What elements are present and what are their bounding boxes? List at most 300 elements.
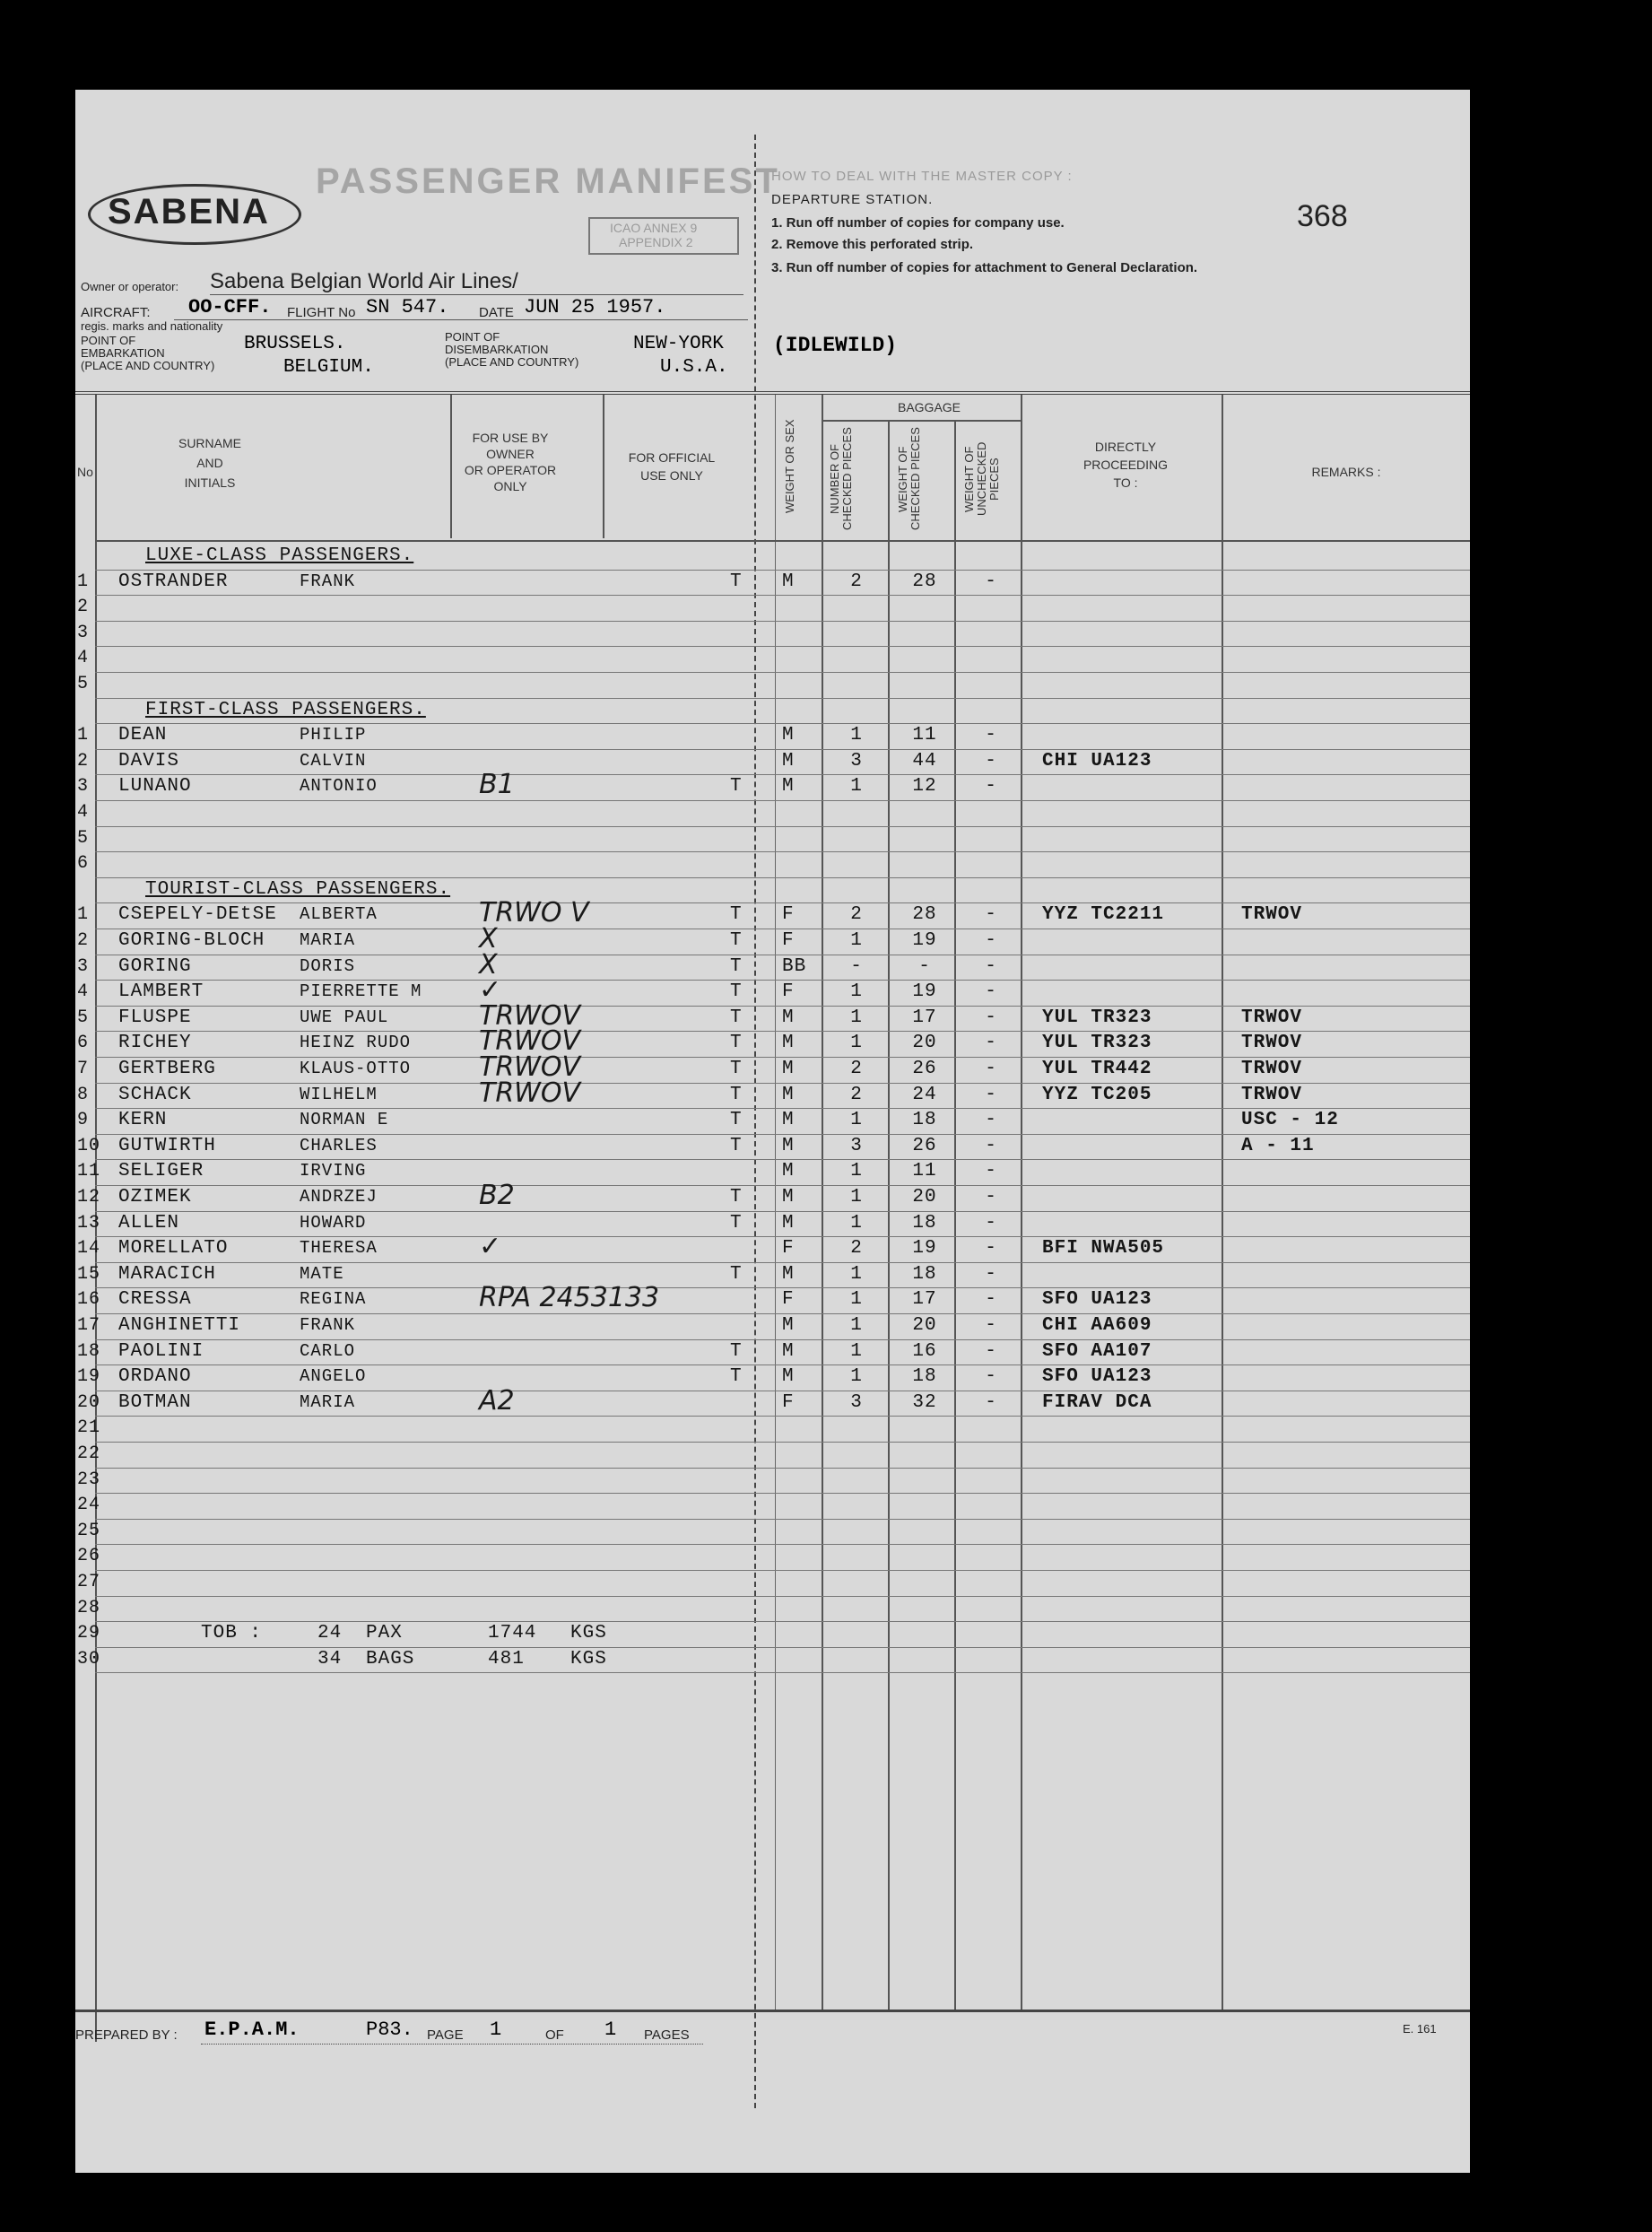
disembark-label-1: POINT OF — [445, 330, 500, 344]
section-heading: FIRST-CLASS PASSENGERS. — [145, 699, 426, 720]
passenger-surname: ORDANO — [118, 1366, 192, 1388]
row-divider — [95, 595, 1470, 596]
checked-pieces: 3 — [850, 1391, 863, 1413]
row-divider — [95, 980, 1470, 981]
passenger-first-name: MARIA — [300, 1391, 356, 1412]
checked-weight: 17 — [912, 1289, 937, 1311]
passenger-first-name: MATE — [300, 1263, 344, 1284]
checked-weight: 19 — [912, 981, 937, 1003]
col-weight-sex-header: WEIGHT OR SEX — [783, 419, 796, 514]
unchecked-weight: - — [985, 1212, 997, 1234]
totals-weight-unit: KGS — [570, 1648, 607, 1670]
unchecked-weight: - — [985, 1007, 997, 1028]
row-number: 5 — [77, 827, 90, 849]
unchecked-weight: - — [985, 1135, 997, 1156]
passenger-surname: LUNANO — [118, 776, 192, 798]
passenger-sex: M — [782, 571, 795, 592]
passenger-surname: CRESSA — [118, 1289, 192, 1311]
unchecked-weight: - — [985, 1238, 997, 1260]
remarks: TRWOV — [1241, 904, 1303, 926]
totals-label: TOB : — [201, 1623, 263, 1644]
date-label: DATE — [479, 305, 514, 320]
owner-annotation: A2 — [479, 1384, 515, 1417]
checked-weight: 44 — [912, 750, 937, 772]
checked-weight: 20 — [912, 1315, 937, 1336]
owner-annotation: ✓ — [479, 1231, 502, 1263]
row-number: 16 — [77, 1289, 101, 1311]
checked-pieces: 3 — [850, 750, 863, 772]
row-number: 3 — [77, 955, 90, 977]
passenger-first-name: CHARLES — [300, 1135, 378, 1155]
row-divider — [95, 1442, 1470, 1443]
row-divider — [95, 1159, 1470, 1160]
unchecked-weight: - — [985, 955, 997, 977]
official-mark: T — [730, 1340, 743, 1362]
checked-pieces: 2 — [850, 904, 863, 926]
row-divider — [95, 1287, 1470, 1288]
destination: YUL TR323 — [1042, 1007, 1152, 1028]
unchecked-weight: - — [985, 1340, 997, 1362]
pages-label: PAGES — [644, 2027, 690, 2043]
col-owner-header-1: FOR USE BY — [472, 431, 549, 445]
passenger-surname: CSEPELY-DEtSE — [118, 904, 277, 926]
checked-weight: 28 — [912, 571, 937, 592]
row-number: 7 — [77, 1059, 90, 1079]
owner-annotation: ✓ — [479, 974, 502, 1007]
passenger-surname: FLUSPE — [118, 1007, 192, 1028]
row-divider — [95, 851, 1470, 852]
col-checked-pieces-header: NUMBER OF CHECKED PIECES — [828, 427, 854, 531]
unchecked-weight: - — [985, 1110, 997, 1131]
passenger-surname: ALLEN — [118, 1212, 180, 1234]
row-number: 2 — [77, 750, 90, 772]
checked-weight: 18 — [912, 1366, 937, 1388]
disembark-label-2: DISEMBARKATION — [445, 343, 549, 356]
passenger-surname: OSTRANDER — [118, 571, 229, 592]
passenger-sex: F — [782, 904, 795, 926]
checked-weight: 11 — [912, 725, 937, 746]
row-divider — [95, 1468, 1470, 1469]
row-number: 3 — [77, 776, 90, 798]
row-number: 26 — [77, 1546, 101, 1567]
remarks: TRWOV — [1241, 1059, 1303, 1079]
unchecked-weight: - — [985, 571, 997, 592]
row-number: 28 — [77, 1597, 101, 1618]
prepared-label: PREPARED BY : — [75, 2027, 178, 2043]
remarks: TRWOV — [1241, 1007, 1303, 1028]
passenger-surname: ANGHINETTI — [118, 1315, 241, 1336]
checked-pieces: 3 — [850, 1135, 863, 1156]
instructions-subheading: DEPARTURE STATION. — [771, 192, 934, 207]
row-divider — [95, 1339, 1470, 1340]
checked-pieces: 2 — [850, 1084, 863, 1105]
official-mark: T — [730, 1059, 743, 1079]
row-divider — [95, 1236, 1470, 1237]
passenger-sex: M — [782, 1315, 795, 1336]
row-number: 2 — [77, 597, 90, 618]
official-mark: T — [730, 1135, 743, 1156]
row-divider — [95, 1416, 1470, 1417]
airline-logo-text: SABENA — [108, 192, 270, 231]
owner-annotation: TRWOV — [479, 1025, 580, 1058]
embark-city: BRUSSELS. — [244, 334, 346, 354]
manifest-sheet — [75, 90, 1470, 2173]
flight-no-label: FLIGHT No — [287, 305, 356, 320]
owner-annotation: X — [479, 923, 498, 955]
unchecked-weight: - — [985, 930, 997, 951]
passenger-sex: F — [782, 1289, 795, 1311]
passenger-first-name: FRANK — [300, 1315, 356, 1335]
totals-weight: 481 — [488, 1648, 525, 1670]
row-number: 30 — [77, 1648, 101, 1670]
row-divider — [95, 800, 1470, 801]
embark-country: BELGIUM. — [283, 357, 374, 378]
totals-count: 24 — [317, 1623, 343, 1644]
row-number: 18 — [77, 1340, 101, 1362]
row-divider — [95, 1647, 1470, 1648]
row-divider — [95, 1211, 1470, 1212]
passenger-surname: DAVIS — [118, 750, 180, 772]
col-remarks-header: REMARKS : — [1311, 465, 1381, 479]
aircraft-label: AIRCRAFT: — [81, 305, 151, 320]
passenger-sex: M — [782, 1007, 795, 1028]
checked-weight: 18 — [912, 1110, 937, 1131]
passenger-first-name: NORMAN E — [300, 1110, 389, 1130]
row-divider — [95, 1313, 1470, 1314]
aircraft-value: OO-CFF. — [188, 296, 272, 318]
unchecked-weight: - — [985, 1161, 997, 1182]
passenger-sex: M — [782, 1366, 795, 1388]
checked-weight: 26 — [912, 1135, 937, 1156]
checked-weight: 24 — [912, 1084, 937, 1105]
row-divider — [95, 902, 1470, 903]
unchecked-weight: - — [985, 1033, 997, 1054]
row-number: 23 — [77, 1469, 101, 1490]
official-mark: T — [730, 1110, 743, 1131]
passenger-first-name: ANTONIO — [300, 776, 378, 797]
destination: BFI NWA505 — [1042, 1238, 1165, 1260]
official-mark: T — [730, 955, 743, 977]
unchecked-weight: - — [985, 1315, 997, 1336]
disembark-label-3: (PLACE AND COUNTRY) — [445, 355, 579, 369]
passenger-sex: M — [782, 1033, 795, 1054]
prepared-code: P83. — [366, 2018, 413, 2041]
col-directly-header-2: PROCEEDING — [1082, 458, 1169, 472]
checked-pieces: 1 — [850, 725, 863, 746]
passenger-sex: F — [782, 981, 795, 1003]
page-value: 1 — [490, 2018, 502, 2041]
official-mark: T — [730, 1007, 743, 1028]
owner-value: Sabena Belgian World Air Lines/ — [210, 269, 518, 293]
destination: FIRAV DCA — [1042, 1391, 1152, 1413]
official-mark: T — [730, 1033, 743, 1054]
official-mark: T — [730, 904, 743, 926]
row-divider — [95, 826, 1470, 827]
passenger-first-name: ANDRZEJ — [300, 1187, 378, 1207]
disembark-city: NEW-YORK — [633, 334, 724, 354]
prepared-by: E.P.A.M. — [204, 2018, 300, 2041]
official-mark: T — [730, 1187, 743, 1208]
checked-pieces: 1 — [850, 1007, 863, 1028]
passenger-sex: BB — [782, 955, 807, 977]
row-divider — [95, 1596, 1470, 1597]
col-official-header-2: USE ONLY — [640, 468, 703, 483]
passenger-first-name: REGINA — [300, 1289, 367, 1310]
unchecked-weight: - — [985, 1263, 997, 1285]
row-number: 15 — [77, 1263, 101, 1285]
flight-no-value: SN 547. — [366, 296, 449, 318]
row-number: 9 — [77, 1110, 90, 1131]
row-number: 13 — [77, 1212, 101, 1234]
destination: SFO UA123 — [1042, 1289, 1152, 1311]
owner-annotation: TRWOV — [479, 1051, 580, 1083]
checked-pieces: 1 — [850, 1033, 863, 1054]
col-owner-header-2: OWNER — [486, 447, 535, 461]
icao-annex-line1: ICAO ANNEX 9 — [610, 221, 698, 235]
row-divider — [95, 1031, 1470, 1032]
row-number: 25 — [77, 1520, 101, 1541]
checked-weight: 18 — [912, 1263, 937, 1285]
passenger-surname: OZIMEK — [118, 1187, 192, 1208]
date-value: JUN 25 1957. — [524, 296, 666, 318]
checked-weight: - — [918, 955, 931, 977]
row-divider — [95, 1621, 1470, 1622]
passenger-sex: M — [782, 1161, 795, 1182]
col-surname-header-2: AND — [196, 456, 223, 470]
passenger-first-name: ANGELO — [300, 1366, 367, 1387]
checked-pieces: 2 — [850, 1059, 863, 1079]
destination: YYZ TC2211 — [1042, 904, 1165, 926]
official-mark: T — [730, 1263, 743, 1285]
checked-weight: 19 — [912, 1238, 937, 1260]
destination: CHI UA123 — [1042, 750, 1152, 772]
row-number: 29 — [77, 1623, 101, 1644]
row-number: 11 — [77, 1161, 101, 1182]
row-number: 1 — [77, 725, 90, 746]
col-unchecked-weight-header: WEIGHT OF UNCHECKED PIECES — [962, 441, 1001, 517]
section-heading: TOURIST-CLASS PASSENGERS. — [145, 878, 451, 900]
of-label: OF — [545, 2027, 564, 2043]
passenger-sex: M — [782, 1135, 795, 1156]
official-mark: T — [730, 981, 743, 1003]
col-owner-header-3: OR OPERATOR — [464, 463, 557, 477]
row-divider — [95, 1544, 1470, 1545]
passenger-sex: F — [782, 930, 795, 951]
row-number: 8 — [77, 1084, 90, 1105]
checked-pieces: 1 — [850, 981, 863, 1003]
row-divider — [95, 749, 1470, 750]
checked-pieces: 1 — [850, 1340, 863, 1362]
checked-weight: 26 — [912, 1059, 937, 1079]
icao-annex-line2: APPENDIX 2 — [619, 235, 693, 249]
passenger-surname: RICHEY — [118, 1033, 192, 1054]
instructions-heading: HOW TO DEAL WITH THE MASTER COPY : — [771, 169, 1073, 184]
row-divider — [95, 877, 1470, 878]
totals-unit: PAX — [366, 1623, 403, 1644]
passenger-first-name: UWE PAUL — [300, 1007, 389, 1027]
unchecked-weight: - — [985, 1187, 997, 1208]
owner-annotation: TRWOV — [479, 1077, 580, 1109]
instruction-item: 3. Run off number of copies for attachment to General Declaration. — [771, 260, 1198, 275]
disembark-country: U.S.A. — [660, 357, 728, 378]
row-number: 5 — [77, 1007, 90, 1028]
totals-count: 34 — [317, 1648, 343, 1670]
official-mark: T — [730, 1366, 743, 1388]
baggage-header: BAGGAGE — [897, 400, 961, 414]
passenger-first-name: HEINZ RUDO — [300, 1033, 412, 1053]
instruction-item: 2. Remove this perforated strip. — [771, 237, 974, 252]
owner-annotation: B2 — [479, 1180, 515, 1211]
embark-label-2: EMBARKATION — [81, 346, 165, 360]
row-divider — [95, 1083, 1470, 1084]
passenger-surname: LAMBERT — [118, 981, 204, 1003]
passenger-sex: M — [782, 1110, 795, 1131]
owner-label: Owner or operator: — [81, 280, 179, 293]
row-divider — [95, 1364, 1470, 1365]
checked-pieces: 2 — [850, 571, 863, 592]
passenger-sex: F — [782, 1391, 795, 1413]
col-official-header-1: FOR OFFICIAL — [628, 450, 716, 465]
destination: YUL TR442 — [1042, 1059, 1152, 1079]
row-divider — [95, 1108, 1470, 1109]
row-number: 1 — [77, 571, 90, 592]
embark-label-3: (PLACE AND COUNTRY) — [81, 359, 215, 372]
owner-annotation: TRWOV — [479, 999, 580, 1032]
regis-label: regis. marks and nationality — [81, 319, 223, 333]
passenger-first-name: CALVIN — [300, 750, 367, 771]
passenger-sex: M — [782, 1212, 795, 1234]
remarks: TRWOV — [1241, 1084, 1303, 1105]
destination: YYZ TC205 — [1042, 1084, 1152, 1105]
row-number: 6 — [77, 853, 90, 875]
checked-weight: 32 — [912, 1391, 937, 1413]
page-title: PASSENGER MANIFEST — [316, 161, 780, 201]
row-number: 4 — [77, 648, 90, 669]
passenger-sex: M — [782, 1084, 795, 1105]
passenger-sex: M — [782, 1187, 795, 1208]
unchecked-weight: - — [985, 1059, 997, 1079]
row-divider — [95, 1006, 1470, 1007]
form-code: E. 161 — [1403, 2022, 1437, 2036]
row-number: 27 — [77, 1572, 101, 1592]
official-mark: T — [730, 1084, 743, 1105]
official-mark: T — [730, 776, 743, 798]
official-mark: T — [730, 930, 743, 951]
totals-weight: 1744 — [488, 1623, 537, 1644]
passenger-surname: SCHACK — [118, 1084, 192, 1105]
checked-weight: 20 — [912, 1033, 937, 1054]
destination: SFO UA123 — [1042, 1366, 1152, 1388]
row-number: 2 — [77, 930, 90, 951]
row-divider — [95, 1185, 1470, 1186]
col-surname-header-3: INITIALS — [184, 475, 236, 490]
remarks: TRWOV — [1241, 1033, 1303, 1054]
of-value: 1 — [604, 2018, 617, 2041]
passenger-sex: M — [782, 1263, 795, 1285]
col-checked-weight-header: WEIGHT OF CHECKED PIECES — [896, 427, 922, 531]
passenger-first-name: PHILIP — [300, 725, 367, 745]
checked-weight: 18 — [912, 1212, 937, 1234]
row-divider — [95, 672, 1470, 673]
row-number: 6 — [77, 1033, 90, 1054]
checked-pieces: 1 — [850, 1212, 863, 1234]
row-divider — [95, 646, 1470, 647]
checked-pieces: 1 — [850, 930, 863, 951]
unchecked-weight: - — [985, 1391, 997, 1413]
passenger-surname: GORING — [118, 955, 192, 977]
passenger-first-name: PIERRETTE M — [300, 981, 422, 1002]
unchecked-weight: - — [985, 904, 997, 926]
checked-pieces: 1 — [850, 1263, 863, 1285]
row-divider — [95, 570, 1470, 571]
instruction-item: 1. Run off number of copies for company use. — [771, 215, 1065, 231]
remarks: USC - 12 — [1241, 1110, 1339, 1131]
checked-weight: 17 — [912, 1007, 937, 1028]
row-number: 1 — [77, 904, 90, 926]
checked-pieces: 2 — [850, 1238, 863, 1260]
row-divider — [95, 1134, 1470, 1135]
passenger-first-name: KLAUS-OTTO — [300, 1059, 412, 1078]
row-number: 20 — [77, 1391, 101, 1413]
passenger-surname: PAOLINI — [118, 1340, 204, 1362]
passenger-first-name: HOWARD — [300, 1212, 367, 1233]
col-directly-header-1: DIRECTLY — [1094, 440, 1157, 454]
row-number: 12 — [77, 1187, 101, 1208]
row-number: 17 — [77, 1315, 101, 1336]
destination: SFO AA107 — [1042, 1340, 1152, 1362]
row-divider — [95, 723, 1470, 724]
passenger-surname: GORING-BLOCH — [118, 930, 265, 951]
checked-weight: 11 — [912, 1161, 937, 1182]
perforated-strip — [754, 135, 756, 2108]
passenger-surname: DEAN — [118, 725, 168, 746]
passenger-surname: KERN — [118, 1110, 168, 1131]
passenger-surname: MARACICH — [118, 1263, 216, 1285]
passenger-surname: SELIGER — [118, 1161, 204, 1182]
section-heading: LUXE-CLASS PASSENGERS. — [145, 545, 414, 566]
passenger-sex: M — [782, 1340, 795, 1362]
checked-weight: 20 — [912, 1187, 937, 1208]
owner-annotation: X — [479, 948, 498, 981]
passenger-first-name: THERESA — [300, 1238, 378, 1259]
passenger-first-name: WILHELM — [300, 1084, 378, 1104]
row-number: 22 — [77, 1443, 101, 1464]
totals-unit: BAGS — [366, 1648, 415, 1670]
unchecked-weight: - — [985, 1289, 997, 1311]
row-divider — [95, 774, 1470, 775]
row-divider — [95, 1519, 1470, 1520]
passenger-sex: M — [782, 1059, 795, 1079]
passenger-first-name: MARIA — [300, 930, 356, 950]
checked-pieces: 1 — [850, 1161, 863, 1182]
passenger-sex: M — [782, 776, 795, 798]
checked-pieces: 1 — [850, 1315, 863, 1336]
row-divider — [95, 1262, 1470, 1263]
destination: CHI AA609 — [1042, 1315, 1152, 1336]
passenger-surname: GERTBERG — [118, 1059, 216, 1079]
row-divider — [95, 1570, 1470, 1571]
checked-pieces: - — [850, 955, 863, 977]
row-divider — [95, 621, 1470, 622]
row-divider — [95, 1672, 1470, 1673]
row-divider — [95, 1057, 1470, 1058]
owner-annotation: B1 — [479, 769, 515, 801]
checked-pieces: 1 — [850, 1187, 863, 1208]
unchecked-weight: - — [985, 1366, 997, 1388]
col-owner-header-4: ONLY — [493, 479, 527, 493]
col-directly-header-3: TO : — [1113, 475, 1138, 490]
checked-weight: 19 — [912, 930, 937, 951]
